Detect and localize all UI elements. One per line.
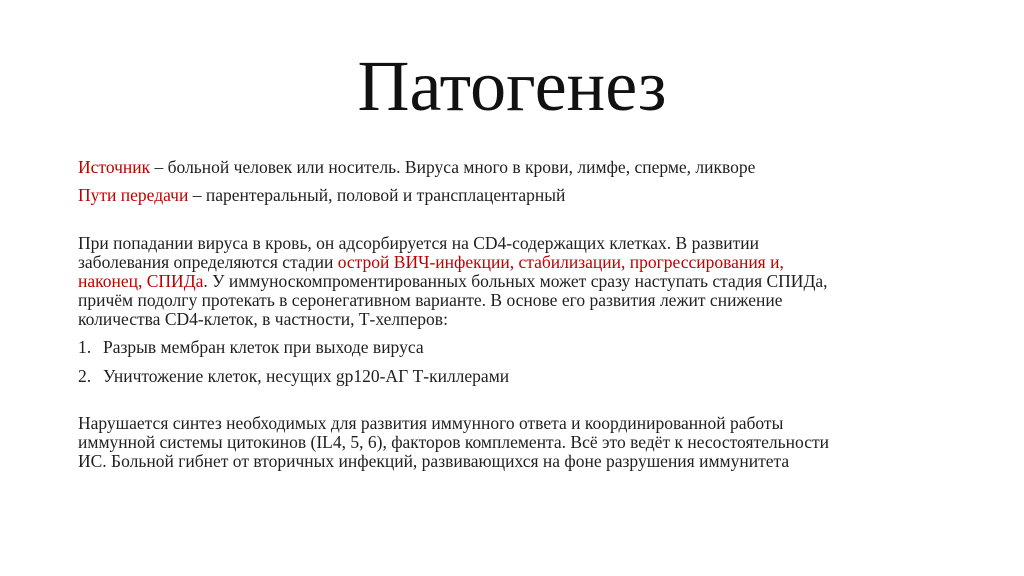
list-item: [78, 338, 958, 367]
list-text: Уничтожение клеток, несущих gp120-АГ Т-киллерами: [103, 366, 510, 386]
list-text: Разрыв мембран клеток при выходе вируса: [103, 337, 424, 357]
list-item: [78, 367, 958, 396]
paragraph-text: заболевания определяются стадии: [78, 252, 338, 272]
stages-highlight: наконец, СПИДа: [78, 271, 204, 291]
source-label: Источник: [78, 157, 151, 177]
consequence-paragraph: [78, 414, 958, 471]
stages-highlight: острой ВИЧ-инфекции, стабилизации, прогрессирования и,: [337, 252, 784, 272]
paragraph-text: . У иммуноскомпроментированных больных может сразу наступать стадия СПИДа,: [203, 271, 828, 291]
spacer: [78, 396, 958, 414]
slide-title: Патогенез: [357, 46, 667, 126]
mechanism-list: [78, 338, 958, 396]
transmission-label: Пути передачи: [78, 185, 189, 205]
paragraph-line: Нарушается синтез необходимых для развития иммунного ответа и координированной работы: [78, 413, 784, 433]
slide-body: [78, 158, 958, 471]
paragraph-line: [78, 272, 958, 291]
paragraph-line: причём подолгу протекать в серонегативном варианте. В основе его развития лежит снижение: [78, 290, 783, 310]
source-line: [78, 158, 958, 186]
paragraph-line: При попадании вируса в кровь, он адсорбируется на CD4-содержащих клетках. В развитии: [78, 233, 760, 253]
paragraph-line: иммунной системы цитокинов (IL4, 5, 6), факторов комплемента. Всё это ведёт к несостоятельности: [78, 432, 829, 452]
paragraph-line: количества CD4-клеток, в частности, Т-хелперов:: [78, 309, 448, 329]
pathogenesis-paragraph: [78, 234, 958, 338]
paragraph-line: [78, 253, 958, 272]
list-number: 1.: [78, 337, 92, 357]
source-text: – больной человек или носитель. Вируса много в крови, лимфе, сперме, ликворе: [150, 157, 756, 177]
transmission-line: [78, 186, 958, 214]
list-number: 2.: [78, 366, 92, 386]
paragraph-line: ИС. Больной гибнет от вторичных инфекций, развивающихся на фоне разрушения иммунитета: [78, 451, 790, 471]
transmission-text: – парентеральный, половой и трансплацентарный: [188, 185, 566, 205]
